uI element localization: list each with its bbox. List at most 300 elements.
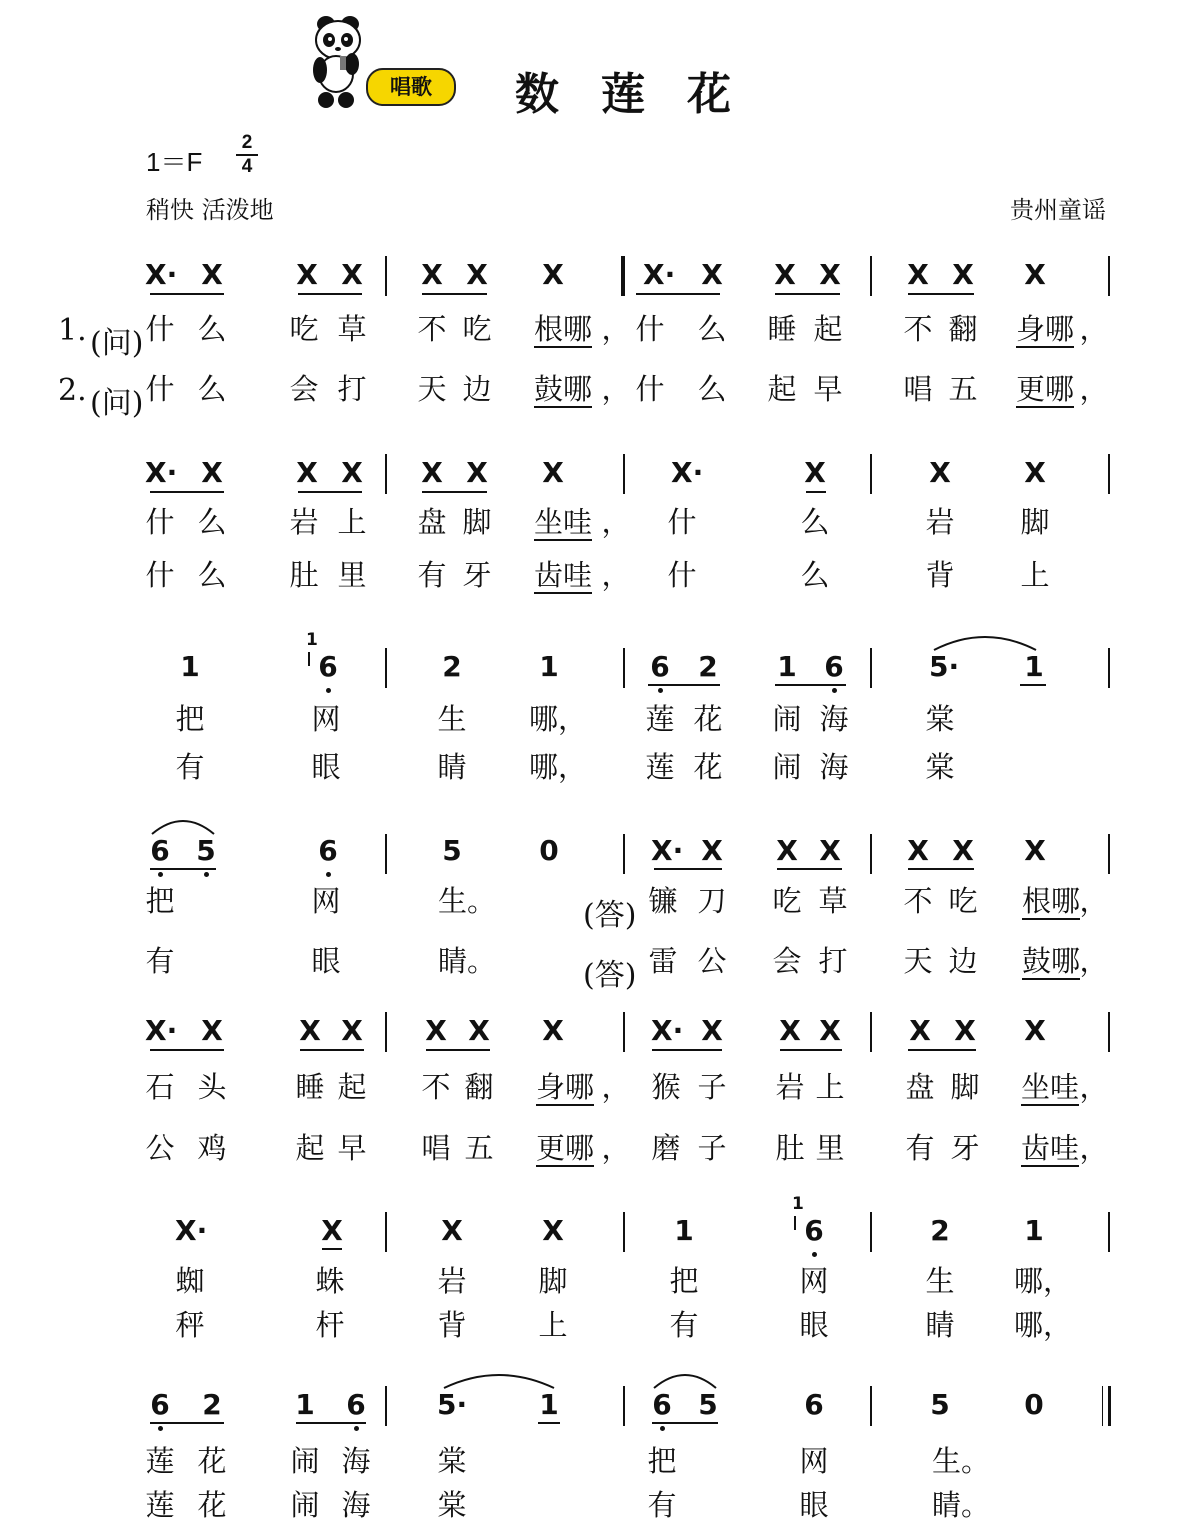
barline	[870, 1212, 872, 1252]
grace-note: 1	[306, 630, 318, 650]
r1-note: X	[542, 258, 564, 291]
barline	[623, 648, 625, 688]
r2-note: X·	[145, 456, 178, 489]
slur	[652, 1366, 718, 1390]
r3-l1-lyric: 哪，	[529, 702, 588, 736]
r5-l1-lyric: 坐哇	[1021, 1070, 1080, 1104]
r3-l2-lyric: 闹	[772, 750, 802, 784]
octave-dot	[158, 1426, 163, 1431]
r2-l1-lyric: 上	[337, 505, 367, 539]
r2-l1-lyric: 岩	[925, 505, 955, 539]
time-signature	[232, 132, 262, 178]
r4-l2-lyric: 鼓哪	[1022, 944, 1081, 978]
beam-underline	[908, 868, 974, 870]
r3-note: 1	[180, 650, 200, 683]
barline	[623, 1212, 625, 1252]
barline	[870, 648, 872, 688]
r5-note: X	[954, 1014, 976, 1047]
slur	[150, 812, 216, 836]
r2-l1-lyric: 岩	[289, 505, 319, 539]
r3-note: 1	[539, 650, 559, 683]
r6-l1-lyric: 网	[799, 1264, 829, 1298]
r1-note: X	[701, 258, 723, 291]
comma: ，	[1079, 1131, 1109, 1165]
comma: ，	[601, 558, 631, 592]
r7-l2-lyric: 海	[341, 1488, 371, 1522]
comma: ，	[601, 505, 631, 539]
r1-l2-lyric: 鼓哪	[534, 372, 593, 406]
r4-note: 6	[318, 834, 338, 867]
barline	[385, 834, 387, 874]
r5-l2-lyric: 更哪	[536, 1131, 595, 1165]
r1-note: X	[907, 258, 929, 291]
r2-l1-lyric: 脚	[1020, 505, 1050, 539]
r3-l2-lyric: 睛	[437, 750, 467, 784]
barline	[385, 1386, 387, 1426]
r5-l1-lyric: 脚	[950, 1070, 980, 1104]
barline	[621, 256, 623, 296]
beam-underline	[780, 1049, 842, 1051]
r2-l2-lyric: 里	[337, 558, 367, 592]
r7-l1-lyric: 棠	[437, 1444, 467, 1478]
barline	[385, 1212, 387, 1252]
beam-underline	[654, 868, 722, 870]
r2-l2-lyric: 上	[1020, 558, 1050, 592]
r6-l2-lyric: 有	[669, 1308, 699, 1342]
r6-l1-lyric: 脚	[538, 1264, 568, 1298]
r3-l1-lyric: 把	[175, 702, 205, 736]
r5-note: X	[779, 1014, 801, 1047]
r2-l1-lyric: 脚	[462, 505, 492, 539]
r3-l2-lyric: 哪，	[529, 750, 588, 784]
panda-mascot-icon	[304, 12, 368, 110]
r1-note: X	[201, 258, 223, 291]
barline	[623, 1386, 625, 1426]
r7-l1-lyric: 把	[647, 1444, 677, 1478]
r4-l1-lyric: 刀	[697, 884, 727, 918]
r1-l1-lyric: 翻	[948, 312, 978, 346]
r6-l2-lyric: 眼	[799, 1308, 829, 1342]
r3-l2-lyric: 棠	[925, 750, 955, 784]
r4-l1-lyric: 生。	[438, 884, 497, 918]
barline	[623, 256, 625, 296]
r1-note: X	[952, 258, 974, 291]
r1-note: X	[421, 258, 443, 291]
beam-underline	[298, 293, 362, 295]
comma: ，	[601, 372, 631, 406]
beam-underline	[652, 1422, 718, 1424]
r1-l2-lyric: 天	[417, 372, 447, 406]
r1-l2-lyric: 早	[813, 372, 843, 406]
r6-l2-lyric: 背	[437, 1308, 467, 1342]
beam-underline	[636, 293, 720, 295]
r2-note: X·	[671, 456, 704, 489]
r6-note: X	[441, 1214, 463, 1247]
barline	[1108, 1386, 1111, 1426]
beam-underline	[296, 1422, 366, 1424]
beam-underline	[150, 1049, 224, 1051]
r1-l2-lyric: 么	[197, 372, 227, 406]
barline	[1102, 1386, 1103, 1426]
barline	[870, 454, 872, 494]
r2-l1-lyric: 什	[145, 505, 175, 539]
r3-l1-lyric: 花	[693, 702, 723, 736]
r4-l1-lyric: 根哪	[1022, 884, 1081, 918]
beam-underline	[652, 1049, 722, 1051]
beam-underline	[648, 684, 720, 686]
r7-l2-lyric: 有	[647, 1488, 677, 1522]
r7-l1-lyric: 莲	[145, 1444, 175, 1478]
r4-note: X	[776, 834, 798, 867]
r7-l2-lyric: 闹	[290, 1488, 320, 1522]
octave-dot	[354, 1426, 359, 1431]
barline	[1108, 1212, 1110, 1252]
r5-note: X	[425, 1014, 447, 1047]
sing-badge: 唱歌	[366, 68, 456, 106]
r6-l1-lyric: 把	[669, 1264, 699, 1298]
r4-l1-lyric: 网	[311, 884, 341, 918]
r5-note: X	[909, 1014, 931, 1047]
beam-underline	[1020, 684, 1046, 686]
r5-l1-lyric: 石	[145, 1070, 175, 1104]
r5-note: X	[701, 1014, 723, 1047]
barline	[1108, 1012, 1110, 1052]
r1-l2-lyric: 什	[635, 372, 665, 406]
r7-l2-lyric: 眼	[799, 1488, 829, 1522]
r1-l1-lyric: 什	[145, 312, 175, 346]
beam-underline	[806, 491, 826, 493]
r6-note: 2	[930, 1214, 950, 1247]
r2-note: X	[1024, 456, 1046, 489]
r5-l1-lyric: 岩	[775, 1070, 805, 1104]
barline	[385, 454, 387, 494]
comma: ，	[1079, 312, 1109, 346]
r4-note: X	[952, 834, 974, 867]
octave-dot	[658, 688, 663, 693]
r3-l1-lyric: 闹	[772, 702, 802, 736]
r5-l1-lyric: 翻	[464, 1070, 494, 1104]
r1-l2-lyric: 边	[462, 372, 492, 406]
r1-l2-lyric: 五	[948, 372, 978, 406]
r1-l1-lyric: 什	[635, 312, 665, 346]
r7-l2-lyric: 睛。	[932, 1488, 991, 1522]
verse-label: (答)	[583, 958, 637, 993]
r6-l1-lyric: 蜘	[175, 1264, 205, 1298]
r1-l1-lyric: 根哪	[534, 312, 593, 346]
r5-l1-lyric: 起	[337, 1070, 367, 1104]
barline	[1108, 256, 1110, 296]
r6-note: X·	[175, 1214, 208, 1247]
r1-note: X·	[145, 258, 178, 291]
r7-l1-lyric: 花	[197, 1444, 227, 1478]
r6-l1-lyric: 岩	[437, 1264, 467, 1298]
verse-label: (答)	[583, 898, 637, 933]
r2-l2-lyric: 么	[800, 558, 830, 592]
beam-underline	[908, 293, 974, 295]
r6-l1-lyric: 生	[925, 1264, 955, 1298]
r3-l2-lyric: 有	[175, 750, 205, 784]
beam-underline	[150, 491, 224, 493]
r2-note: X	[542, 456, 564, 489]
r3-l1-lyric: 莲	[645, 702, 675, 736]
r6-l2-lyric: 哪，	[1014, 1308, 1073, 1342]
r1-l1-lyric: 起	[813, 312, 843, 346]
r4-l2-lyric: 打	[818, 944, 848, 978]
r3-note: 1	[1024, 650, 1044, 683]
beam-underline	[298, 491, 362, 493]
r1-note: X	[1024, 258, 1046, 291]
r2-l2-lyric: 背	[925, 558, 955, 592]
r5-l2-lyric: 磨	[651, 1131, 681, 1165]
r6-l2-lyric: 睛	[925, 1308, 955, 1342]
r4-note: X	[819, 834, 841, 867]
r5-l1-lyric: 身哪	[536, 1070, 595, 1104]
r2-l2-lyric: 肚	[289, 558, 319, 592]
r1-l2-lyric: 会	[289, 372, 319, 406]
r5-l1-lyric: 不	[421, 1070, 451, 1104]
r1-l1-lyric: 么	[697, 312, 727, 346]
barline	[385, 1012, 387, 1052]
beam-underline	[777, 868, 842, 870]
barline	[1108, 648, 1110, 688]
r4-l2-lyric: 眼	[311, 944, 341, 978]
r1-l1-lyric: 草	[337, 312, 367, 346]
barline	[1108, 834, 1110, 874]
r4-note: 5	[442, 834, 462, 867]
r2-l1-lyric: 什	[667, 505, 697, 539]
r6-note: 6	[804, 1214, 824, 1247]
r5-l2-lyric: 早	[337, 1131, 367, 1165]
r5-note: X	[299, 1014, 321, 1047]
r1-l2-lyric: 更哪	[1016, 372, 1075, 406]
comma: ，	[1079, 372, 1109, 406]
r5-note: X	[468, 1014, 490, 1047]
beam-underline	[538, 1422, 560, 1424]
r5-l2-lyric: 有	[905, 1131, 935, 1165]
r2-l2-lyric: 什	[667, 558, 697, 592]
composer-credit: 贵州童谣	[1010, 196, 1106, 224]
barline	[870, 1012, 872, 1052]
r5-l2-lyric: 齿哇	[1021, 1131, 1080, 1165]
r3-l2-lyric: 海	[819, 750, 849, 784]
slur	[442, 1366, 556, 1390]
r4-l1-lyric: 吃	[772, 884, 802, 918]
r5-l1-lyric: 上	[815, 1070, 845, 1104]
r6-note: X	[321, 1214, 343, 1247]
r4-l1-lyric: 吃	[948, 884, 978, 918]
r1-l2-lyric: 什	[145, 372, 175, 406]
r2-l2-lyric: 什	[145, 558, 175, 592]
comma: ，	[601, 312, 631, 346]
beam-underline	[775, 293, 840, 295]
beam-underline	[908, 1049, 976, 1051]
r5-l2-lyric: 里	[815, 1131, 845, 1165]
r7-l1-lyric: 闹	[290, 1444, 320, 1478]
r4-l1-lyric: 草	[818, 884, 848, 918]
r5-l2-lyric: 子	[697, 1131, 727, 1165]
r2-note: X	[296, 456, 318, 489]
octave-dot	[326, 688, 331, 693]
r1-l1-lyric: 身哪	[1016, 312, 1075, 346]
r3-l2-lyric: 莲	[645, 750, 675, 784]
comma: ，	[1079, 944, 1109, 978]
r7-l1-lyric: 生。	[932, 1444, 991, 1478]
r3-note: 5·	[929, 650, 960, 683]
r2-note: X	[421, 456, 443, 489]
grace-note: 1	[792, 1194, 804, 1214]
grace-stem	[794, 1216, 796, 1230]
octave-dot	[660, 1426, 665, 1431]
r7-note: 6	[150, 1388, 170, 1421]
r5-l1-lyric: 猴	[651, 1070, 681, 1104]
beam-underline	[150, 293, 224, 295]
r7-note: 6	[346, 1388, 366, 1421]
verse-label: 1.	[58, 313, 87, 348]
verse-label: 2.	[58, 373, 87, 408]
r7-note: 0	[1024, 1388, 1044, 1421]
r3-l1-lyric: 网	[311, 702, 341, 736]
r1-l1-lyric: 不	[417, 312, 447, 346]
r4-note: X	[1024, 834, 1046, 867]
r5-l1-lyric: 盘	[905, 1070, 935, 1104]
r7-note: 6	[804, 1388, 824, 1421]
r7-note: 1	[295, 1388, 315, 1421]
r5-note: X	[341, 1014, 363, 1047]
r7-note: 1	[539, 1388, 559, 1421]
r5-l1-lyric: 睡	[295, 1070, 325, 1104]
r1-l1-lyric: 么	[197, 312, 227, 346]
r1-note: X	[819, 258, 841, 291]
r7-note: 2	[202, 1388, 222, 1421]
r4-l1-lyric: 不	[903, 884, 933, 918]
r2-l1-lyric: 么	[197, 505, 227, 539]
r7-note: 5·	[437, 1388, 468, 1421]
beam-underline	[300, 1049, 364, 1051]
r1-note: X·	[643, 258, 676, 291]
r2-l1-lyric: 么	[800, 505, 830, 539]
r4-note: X·	[651, 834, 684, 867]
octave-dot	[326, 872, 331, 877]
r5-note: X	[542, 1014, 564, 1047]
verse-label: (问)	[90, 386, 144, 421]
r2-note: X	[929, 456, 951, 489]
r4-note: 5	[196, 834, 216, 867]
r4-l2-lyric: 边	[948, 944, 978, 978]
r5-note: X·	[651, 1014, 684, 1047]
r1-l1-lyric: 睡	[767, 312, 797, 346]
beam-underline	[426, 1049, 490, 1051]
r3-l2-lyric: 眼	[311, 750, 341, 784]
r2-note: X	[466, 456, 488, 489]
r3-note: 6	[318, 650, 338, 683]
r4-l2-lyric: 有	[145, 944, 175, 978]
r1-note: X	[296, 258, 318, 291]
beam-underline	[422, 491, 487, 493]
r4-l2-lyric: 雷	[648, 944, 678, 978]
r2-l1-lyric: 坐哇	[534, 505, 593, 539]
r5-l2-lyric: 起	[295, 1131, 325, 1165]
r5-note: X·	[145, 1014, 178, 1047]
r5-note: X	[1024, 1014, 1046, 1047]
r3-note: 6	[824, 650, 844, 683]
r2-l1-lyric: 盘	[417, 505, 447, 539]
meter-top: 2	[241, 132, 253, 153]
r3-note: 2	[698, 650, 718, 683]
verse-label: (问)	[90, 326, 144, 361]
barline	[385, 648, 387, 688]
r6-l2-lyric: 上	[538, 1308, 568, 1342]
r1-l1-lyric: 不	[903, 312, 933, 346]
r4-l2-lyric: 会	[772, 944, 802, 978]
r7-l2-lyric: 棠	[437, 1488, 467, 1522]
r1-note: X	[466, 258, 488, 291]
octave-dot	[204, 872, 209, 877]
r4-note: X	[907, 834, 929, 867]
r1-l1-lyric: 吃	[462, 312, 492, 346]
r6-l2-lyric: 秤	[175, 1308, 205, 1342]
octave-dot	[812, 1252, 817, 1257]
r2-l2-lyric: 么	[197, 558, 227, 592]
beam-underline	[150, 868, 216, 870]
r6-note: 1	[674, 1214, 694, 1247]
r2-l2-lyric: 有	[417, 558, 447, 592]
beam-underline	[322, 1248, 342, 1250]
barline	[385, 256, 387, 296]
r5-l2-lyric: 肚	[775, 1131, 805, 1165]
r5-l2-lyric: 唱	[421, 1131, 451, 1165]
r5-l1-lyric: 子	[697, 1070, 727, 1104]
barline	[623, 834, 625, 874]
r5-l2-lyric: 牙	[950, 1131, 980, 1165]
octave-dot	[158, 872, 163, 877]
barline	[623, 454, 625, 494]
r5-l2-lyric: 鸡	[197, 1131, 227, 1165]
r3-l1-lyric: 生	[437, 702, 467, 736]
r7-note: 5	[698, 1388, 718, 1421]
r4-l1-lyric: 镰	[648, 884, 678, 918]
r1-note: X	[774, 258, 796, 291]
r5-note: X	[201, 1014, 223, 1047]
key-signature: 1＝F	[146, 147, 203, 177]
r7-note: 6	[652, 1388, 672, 1421]
r7-note: 5	[930, 1388, 950, 1421]
r1-l2-lyric: 唱	[903, 372, 933, 406]
r3-l1-lyric: 棠	[925, 702, 955, 736]
r1-l2-lyric: 起	[767, 372, 797, 406]
r6-l1-lyric: 哪，	[1014, 1264, 1073, 1298]
grace-stem	[308, 652, 310, 666]
r5-l2-lyric: 公	[145, 1131, 175, 1165]
r5-l1-lyric: 头	[197, 1070, 227, 1104]
r3-l1-lyric: 海	[819, 702, 849, 736]
barline	[870, 256, 872, 296]
r1-note: X	[341, 258, 363, 291]
comma: ，	[601, 1070, 631, 1104]
r6-note: X	[542, 1214, 564, 1247]
r2-note: X	[201, 456, 223, 489]
r4-note: X	[701, 834, 723, 867]
r5-l2-lyric: 五	[464, 1131, 494, 1165]
r4-note: 0	[539, 834, 559, 867]
beam-underline	[422, 293, 487, 295]
beam-underline	[150, 1422, 224, 1424]
barline	[870, 1386, 872, 1426]
r7-l2-lyric: 莲	[145, 1488, 175, 1522]
r2-l2-lyric: 齿哇	[534, 558, 593, 592]
beam-underline	[775, 684, 846, 686]
r3-note: 2	[442, 650, 462, 683]
r1-l2-lyric: 么	[697, 372, 727, 406]
